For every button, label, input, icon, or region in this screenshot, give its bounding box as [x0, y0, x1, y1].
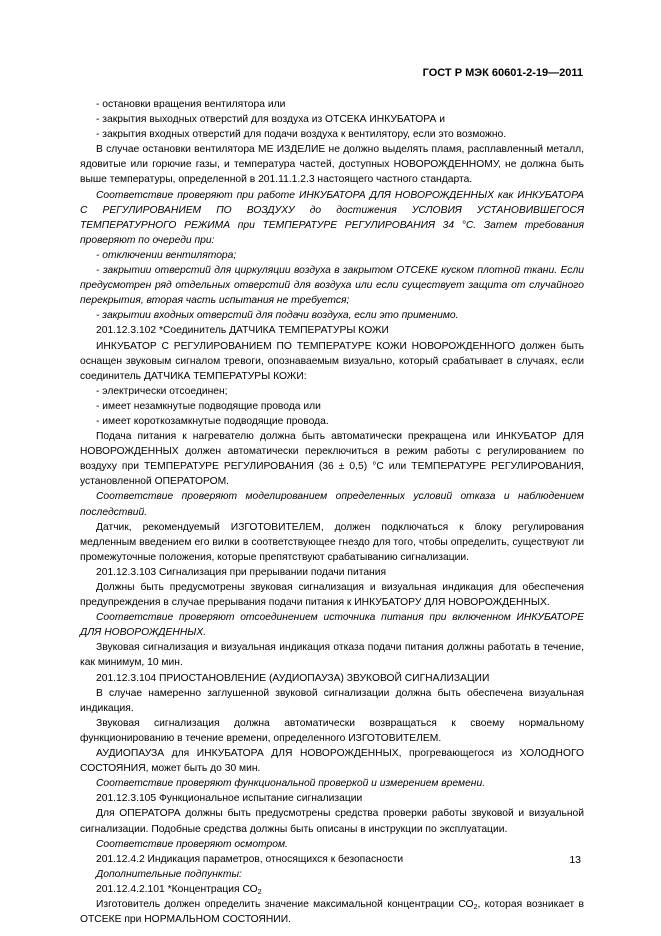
paragraph: 201.12.3.105 Функциональное испытание сигнализации — [96, 793, 363, 805]
paragraph: - закрытии отверстий для циркуляции воздуха в закрытом ОТСЕКЕ куском плотной ткани. Если предусмотрен ряд отдельных отверстий для воздуха или если существует защита от случайного перекрытия, вторая часть испытания не требуется; — [80, 265, 584, 307]
paragraph: - имеет незамкнутые подводящие провода или — [96, 400, 321, 412]
paragraph: Соответствие проверяют функциональной проверкой и измерением времени. — [96, 778, 486, 790]
paragraph: Датчик, рекомендуемый ИЗГОТОВИТЕЛЕМ, должен подключаться к блоку регулирования медленным введением его вилки в соответствующее гнездо для того, чтобы определить, существуют ли промежуточные положения, которые препятствуют срабатыванию сигнализации. — [80, 521, 584, 563]
co2-paragraph — [80, 897, 584, 927]
paragraph: В случае намеренно заглушенной звуковой сигнализации должна быть обеспечена визуальная индикация. — [80, 687, 584, 714]
paragraph: Соответствие проверяют моделированием определенных условий отказа и наблюдением последствий. — [80, 491, 584, 518]
paragraph: 201.12.4.2 Индикация параметров, относящихся к безопасности — [96, 853, 404, 865]
paragraph: Дополнительные подпункты: — [96, 868, 242, 880]
document-body — [80, 97, 584, 927]
paragraph: - электрически отсоединен; — [96, 385, 228, 397]
page-number: 13 — [569, 854, 581, 866]
co2-heading-text: 201.12.4.2.101 *Концентрация СО — [96, 883, 258, 895]
paragraph: Соответствие проверяют отсоединением источника питания при включенном ИНКУБАТОРЕ ДЛЯ НОВОРОЖДЕННЫХ. — [80, 612, 584, 639]
co2-text-sub: 2 — [473, 903, 478, 911]
paragraph: - закрытия входных отверстий для подачи воздуха к вентилятору, если это возможно. — [96, 129, 507, 141]
paragraph: 201.12.3.102 *Соединитель ДАТЧИКА ТЕМПЕРАТУРЫ КОЖИ — [96, 325, 389, 337]
co2-text-before: Изготовитель должен определить значение максимальной концентрации СО — [96, 898, 474, 910]
paragraph: - закрытия выходных отверстий для воздуха из ОТСЕКА ИНКУБАТОРА и — [96, 114, 445, 126]
paragraph: АУДИОПАУЗА для ИНКУБАТОРА ДЛЯ НОВОРОЖДЕННЫХ, прогревающегося из ХОЛОДНОГО СОСТОЯНИЯ, может быть до 30 мин. — [80, 748, 584, 775]
paragraph: В случае остановки вентилятора МЕ ИЗДЕЛИЕ не должно выделять пламя, расплавленный металл, ядовитые или горючие газы, и температура частей, доступных НОВОРОЖДЕННОМУ, не должна быть выше температуры, определенной в 201.11.1.2.3 настоящего частного стандарта. — [80, 144, 584, 186]
document-header: ГОСТ Р МЭК 60601-2-19—2011 — [422, 67, 583, 79]
co2-heading — [80, 882, 584, 897]
co2-text-after: , которая возникает в ОТСЕКЕ при НОРМАЛЬНОМ СОСТОЯНИИ. — [80, 898, 584, 926]
paragraph: - закрытии входных отверстий для подачи воздуха, если это применимо. — [96, 310, 459, 322]
paragraph: Соответствие проверяют при работе ИНКУБАТОРА ДЛЯ НОВОРОЖДЕННЫХ как ИНКУБАТОРА С РЕГУЛИРОВАНИЕМ ПО ВОЗДУХУ до достижения УСЛОВИЯ УСТАНОВИВШЕГОСЯ ТЕМПЕРАТУРНОГО РЕЖИМА при ТЕМПЕРАТУРЕ РЕГУЛИРОВАНИЯ 34 °С. Затем требования проверяют по очереди при: — [80, 189, 584, 246]
paragraph: - имеет короткозамкнутые подводящие провода. — [96, 415, 329, 427]
paragraph: Должны быть предусмотрены звуковая сигнализация и визуальная индикация для обеспечения предупреждения в случае прерывания подачи питания к ИНКУБАТОРУ ДЛЯ НОВОРОЖДЕННЫХ. — [80, 582, 584, 609]
paragraph: - отключении вентилятора; — [96, 249, 237, 261]
paragraph: Звуковая сигнализация и визуальная индикация отказа подачи питания должны работать в течение, как минимум, 10 мин. — [80, 642, 584, 669]
paragraph: Для ОПЕРАТОРА должны быть предусмотрены средства проверки работы звуковой и визуальной сигнализации. Подобные средства должны быть описаны в инструкции по эксплуатации. — [80, 808, 584, 835]
paragraph: - остановки вращения вентилятора или — [96, 99, 286, 110]
paragraph: ИНКУБАТОР С РЕГУЛИРОВАНИЕМ ПО ТЕМПЕРАТУРЕ КОЖИ НОВОРОЖДЕННОГО должен быть оснащен звуковым сигналом тревоги, опознаваемым визуально, который срабатывает в случаях, если соединитель ДАТЧИКА ТЕМПЕРАТУРЫ КОЖИ: — [80, 340, 584, 382]
paragraph: 201.12.3.104 ПРИОСТАНОВЛЕНИЕ (АУДИОПАУЗА) ЗВУКОВОЙ СИГНАЛИЗАЦИИ — [96, 672, 490, 684]
paragraph: 201.12.3.103 Сигнализация при прерывании подачи питания — [96, 566, 387, 578]
paragraph: Подача питания к нагревателю должна быть автоматически прекращена или ИНКУБАТОР ДЛЯ НОВОРОЖДЕННЫХ должен автоматически переключиться в режим работы с регулированием по воздуху при ТЕМПЕРАТУРЕ РЕГУЛИРОВАНИЯ (36 ± 0,5) °С или ТЕМПЕРАТУРЕ РЕГУЛИРОВАНИЯ, установленной ОПЕРАТОРОМ. — [80, 431, 584, 488]
paragraph: Соответствие проверяют осмотром. — [96, 838, 288, 850]
paragraph: Звуковая сигнализация должна автоматически возвращаться к своему нормальному функционированию в течение времени, определенного ИЗГОТОВИТЕЛЕМ. — [80, 717, 584, 744]
co2-heading-sub: 2 — [257, 888, 262, 896]
